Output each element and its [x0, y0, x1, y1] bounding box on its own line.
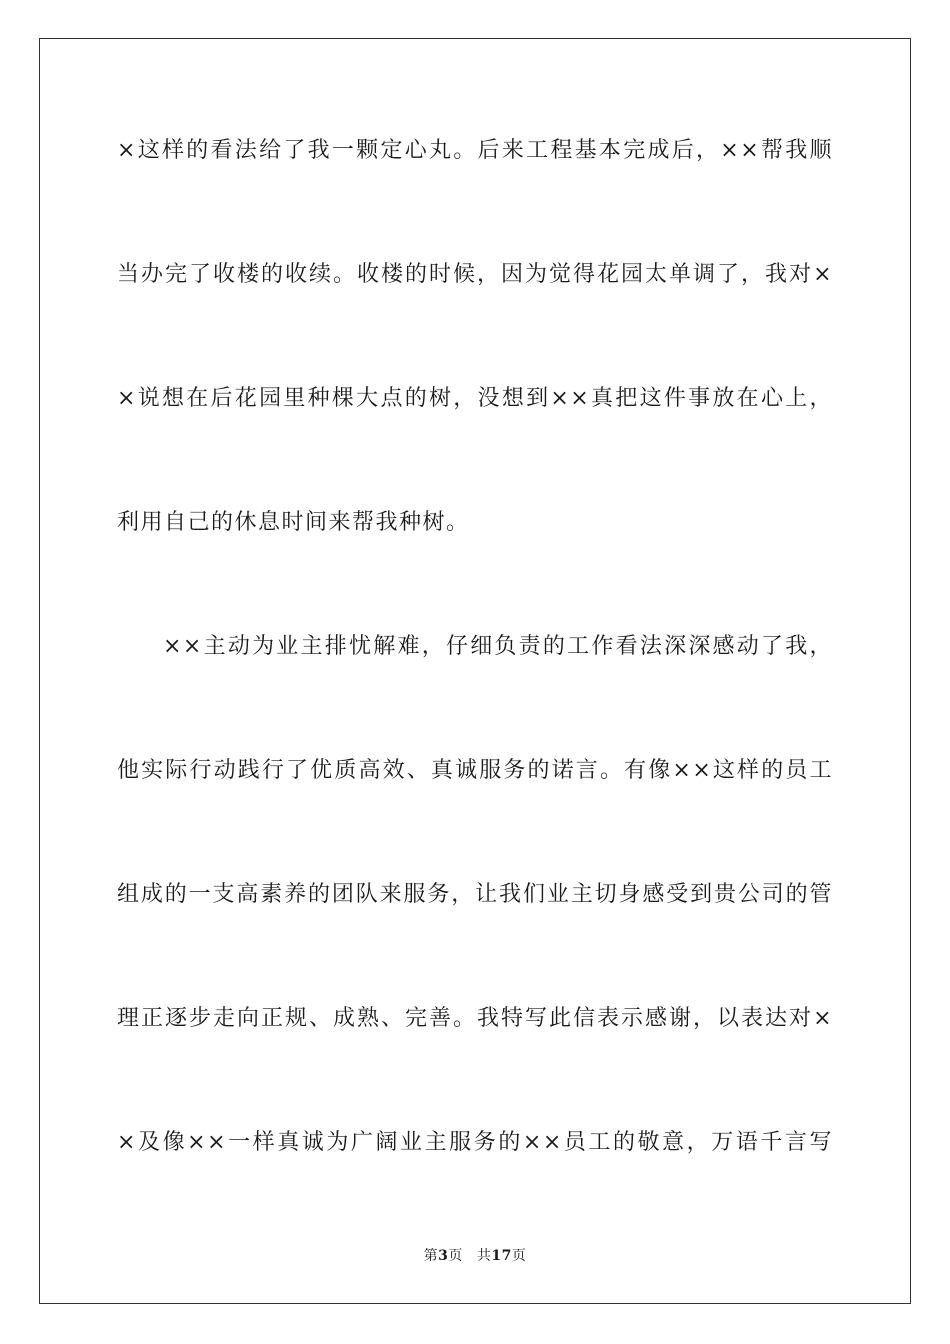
page-number: 3 [438, 1248, 449, 1264]
body-line-6: 他实际行动践行了优质高效、真诚服务的诺言。有像××这样的员工 [117, 758, 833, 783]
body-line-3: ×说想在后花园里种棵大点的树，没想到××真把这件事放在心上， [117, 386, 833, 411]
page-footer [0, 1247, 950, 1265]
body-line-2: 当办完了收楼的收续。收楼的时候，因为觉得花园太单调了，我对× [117, 262, 833, 287]
body-line-9: ×及像××一样真诚为广阔业主服务的××员工的敬意，万语千言写 [117, 1130, 833, 1155]
body-line-4: 利用自己的休息时间来帮我种树。 [117, 510, 470, 535]
body-line-5: ××主动为业主排忧解难，仔细负责的工作看法深深感动了我， [163, 634, 833, 659]
body-line-7: 组成的一支高素养的团队来服务，让我们业主切身感受到贵公司的管 [117, 882, 833, 907]
page-number-suffix: 页 [448, 1248, 463, 1264]
total-pages: 17 [491, 1248, 512, 1264]
page-number-prefix: 第 [423, 1248, 439, 1264]
body-line-8: 理正逐步走向正规、成熟、完善。我特写此信表示感谢，以表达对× [117, 1006, 833, 1031]
page-border [39, 38, 911, 1304]
body-line-1: ×这样的看法给了我一颗定心丸。后来工程基本完成后，××帮我顺 [117, 138, 833, 163]
total-pages-prefix: 共 [476, 1248, 492, 1264]
total-pages-suffix: 页 [511, 1248, 527, 1264]
